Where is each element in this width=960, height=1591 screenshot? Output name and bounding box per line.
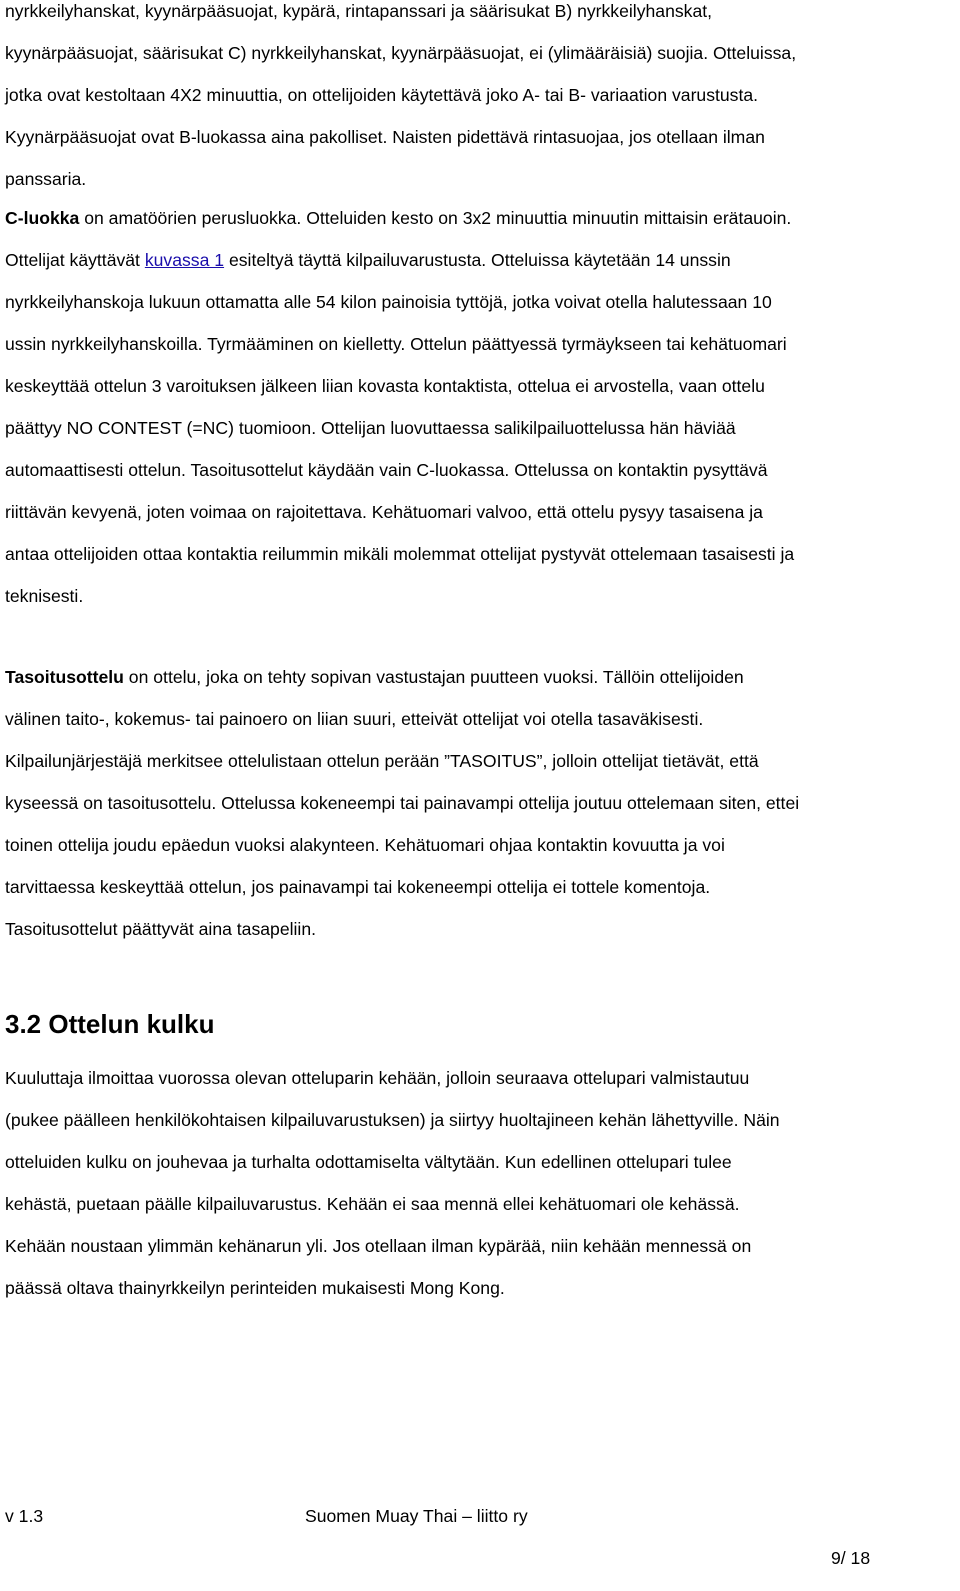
text-line: panssaria.	[5, 169, 87, 189]
section-heading: 3.2 Ottelun kulku	[5, 1009, 215, 1039]
text-line: Kilpailunjärjestäjä merkitsee ottelulistaan ottelun perään ”TASOITUS”, jolloin ottelijat tietävät, että	[5, 751, 759, 771]
paragraph-bout-procedure	[5, 1057, 780, 1309]
text-line: välinen taito-, kokemus- tai painoero on liian suuri, etteivät ottelijat voi otella tasaväkisesti.	[5, 709, 704, 729]
paragraph-handicap-bout	[5, 656, 799, 950]
text-span: Ottelijat käyttävät	[5, 250, 145, 270]
paragraph-c-class	[5, 197, 794, 617]
text-line: otteluiden kulku on jouhevaa ja turhalta odottamiselta vältytään. Kun edellinen ottelupari tulee	[5, 1152, 732, 1172]
paragraph-equipment	[5, 0, 796, 200]
text-line: antaa ottelijoiden ottaa kontaktia reilummin mikäli molemmat ottelijat pystyvät ottelemaan tasaisesti ja	[5, 544, 795, 564]
figure-1-link[interactable]: kuvassa 1	[144, 250, 225, 270]
version-label: v 1.3	[5, 1506, 44, 1526]
text-line	[5, 656, 799, 698]
text-line: kyseessä on tasoitusottelu. Ottelussa kokeneempi tai painavampi ottelija joutuu ottelemaan siten, ettei	[5, 793, 800, 813]
text-line: jotka ovat kestoltaan 4X2 minuuttia, on ottelijoiden käytettävä joko A- tai B- variaation varustusta.	[5, 85, 759, 105]
text-line: kyynärpääsuojat, säärisukat C) nyrkkeilyhanskat, kyynärpääsuojat, ei (ylimääräisiä) suojia. Otteluissa,	[5, 43, 797, 63]
text-line: tarvittaessa keskeyttää ottelun, jos painavampi tai kokeneempi ottelija ei tottele komentoja.	[5, 877, 711, 897]
text-line: Tasoitusottelut päättyvät aina tasapeliin.	[5, 919, 317, 939]
text-span: esiteltyä täyttä kilpailuvarustusta. Otteluissa käytetään 14 unssin	[224, 250, 731, 270]
term-c-luokka: C-luokka	[5, 208, 80, 228]
text-line: toinen ottelija joudu epäedun vuoksi alakynteen. Kehätuomari ohjaa kontaktin kovuutta ja voi	[5, 835, 725, 855]
text-line: Kyynärpääsuojat ovat B-luokassa aina pakolliset. Naisten pidettävä rintasuojaa, jos otellaan ilman	[5, 127, 765, 147]
text-line: keskeyttää ottelun 3 varoituksen jälkeen liian kovasta kontaktista, ottelua ei arvostella, vaan ottelu	[5, 376, 765, 396]
page-number: 9/ 18	[831, 1548, 871, 1568]
text-line: ussin nyrkkeilyhanskoilla. Tyrmääminen on kielletty. Ottelun päättyessä tyrmäykseen tai kehätuomari	[5, 334, 787, 354]
text-line: riittävän kevyenä, joten voimaa on rajoitettava. Kehätuomari valvoo, että ottelu pysyy tasaisena ja	[5, 502, 763, 522]
text-line	[5, 197, 794, 239]
text-line: nyrkkeilyhanskoja lukuun ottamatta alle 54 kilon painoisia tyttöjä, jotka voivat otella halutessaan 10	[5, 292, 772, 312]
text-line: päättyy NO CONTEST (=NC) tuomioon. Ottelijan luovuttaessa salikilpailuottelussa hän häviää	[5, 418, 736, 438]
text-line: kehästä, puetaan päälle kilpailuvarustus. Kehään ei saa mennä ellei kehätuomari ole kehässä.	[5, 1194, 740, 1214]
text-span: on amatöörien perusluokka. Otteluiden kesto on 3x2 minuuttia minuutin mittaisin erätauoin.	[79, 208, 792, 228]
term-tasoitusottelu: Tasoitusottelu	[5, 667, 124, 687]
text-line: nyrkkeilyhanskat, kyynärpääsuojat, kypärä, rintapanssari ja säärisukat B) nyrkkeilyhanskat,	[5, 1, 713, 21]
text-span: on ottelu, joka on tehty sopivan vastustajan puutteen vuoksi. Tällöin ottelijoiden	[123, 667, 744, 687]
text-line: Kehään noustaan ylimmän kehänarun yli. Jos otellaan ilman kypärää, niin kehään mennessä on	[5, 1236, 752, 1256]
text-line: teknisesti.	[5, 586, 84, 606]
text-line: päässä oltava thainyrkkeilyn perinteiden mukaisesti Mong Kong.	[5, 1278, 505, 1298]
text-line: (pukee päälleen henkilökohtaisen kilpailuvarustuksen) ja siirtyy huoltajineen kehän lähettyville. Näin	[5, 1110, 780, 1130]
organization-name: Suomen Muay Thai – liitto ry	[305, 1506, 528, 1526]
text-line: Kuuluttaja ilmoittaa vuorossa olevan otteluparin kehään, jolloin seuraava ottelupari valmistautuu	[5, 1068, 750, 1088]
text-line	[5, 239, 794, 281]
text-line: automaattisesti ottelun. Tasoitusottelut käydään vain C-luokassa. Ottelussa on kontaktin pysyttävä	[5, 460, 768, 480]
